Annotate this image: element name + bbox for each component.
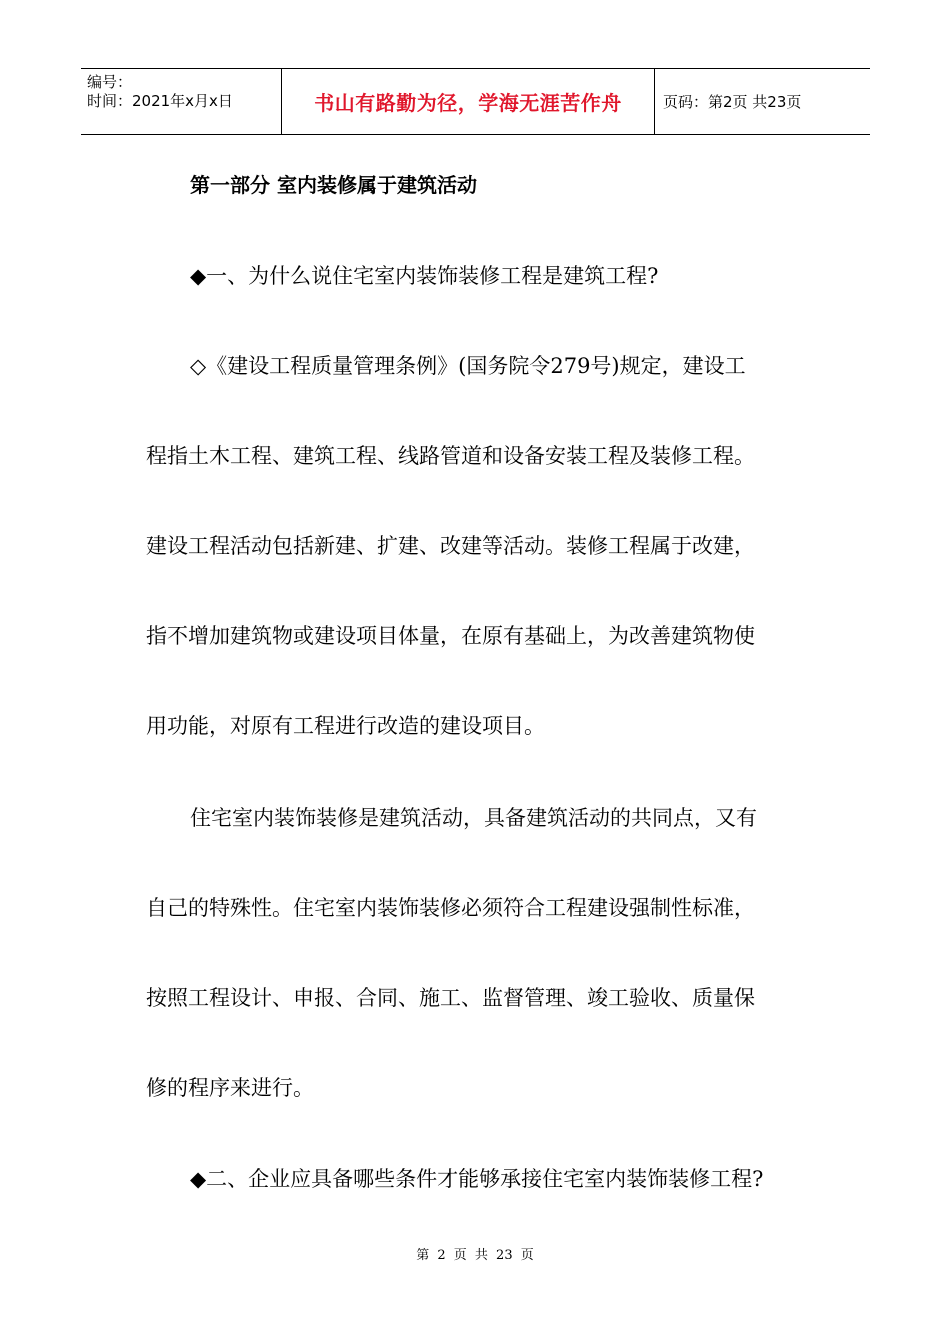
header-page-cell (655, 69, 870, 134)
header-motto: 书山有路勤为径，学海无涯苦作舟 (314, 91, 622, 115)
paragraph-2-line: 住宅室内装饰装修是建筑活动，具备建筑活动的共同点，又有 (190, 806, 757, 830)
question-heading-2: ◆二、企业应具备哪些条件才能够承接住宅室内装饰装修工程? (190, 1167, 764, 1191)
paragraph-2-line: 自己的特殊性。住宅室内装饰装修必须符合工程建设强制性标准， (146, 896, 755, 920)
paragraph-1-line: ◇《建设工程质量管理条例》(国务院令279号)规定，建设工 (190, 354, 746, 378)
paragraph-1-line: 程指土木工程、建筑工程、线路管道和设备安装工程及装修工程。 (146, 444, 755, 468)
header-page-info: 页码：第2页 共23页 (663, 93, 802, 111)
paragraph-2-line: 按照工程设计、申报、合同、施工、监督管理、竣工验收、质量保 (146, 986, 755, 1010)
paragraph-1-line: 建设工程活动包括新建、扩建、改建等活动。装修工程属于改建， (146, 534, 755, 558)
paragraph-2-line: 修的程序来进行。 (146, 1076, 314, 1100)
paragraph-1-line: 指不增加建筑物或建设项目体量，在原有基础上，为改善建筑物使 (146, 624, 755, 648)
document-date-label: 时间：2021年x月x日 (87, 92, 233, 110)
document-number-label: 编号： (87, 73, 133, 91)
paragraph-1-line: 用功能，对原有工程进行改造的建设项目。 (146, 714, 545, 738)
page-header (81, 68, 870, 135)
section-title: 第一部分 室内装修属于建筑活动 (190, 173, 477, 197)
page-footer: 第 2 页 共 23 页 (416, 1248, 534, 1263)
question-heading-1: ◆一、为什么说住宅室内装饰装修工程是建筑工程? (190, 264, 659, 288)
header-meta-cell (81, 69, 282, 134)
header-motto-cell (282, 69, 655, 134)
